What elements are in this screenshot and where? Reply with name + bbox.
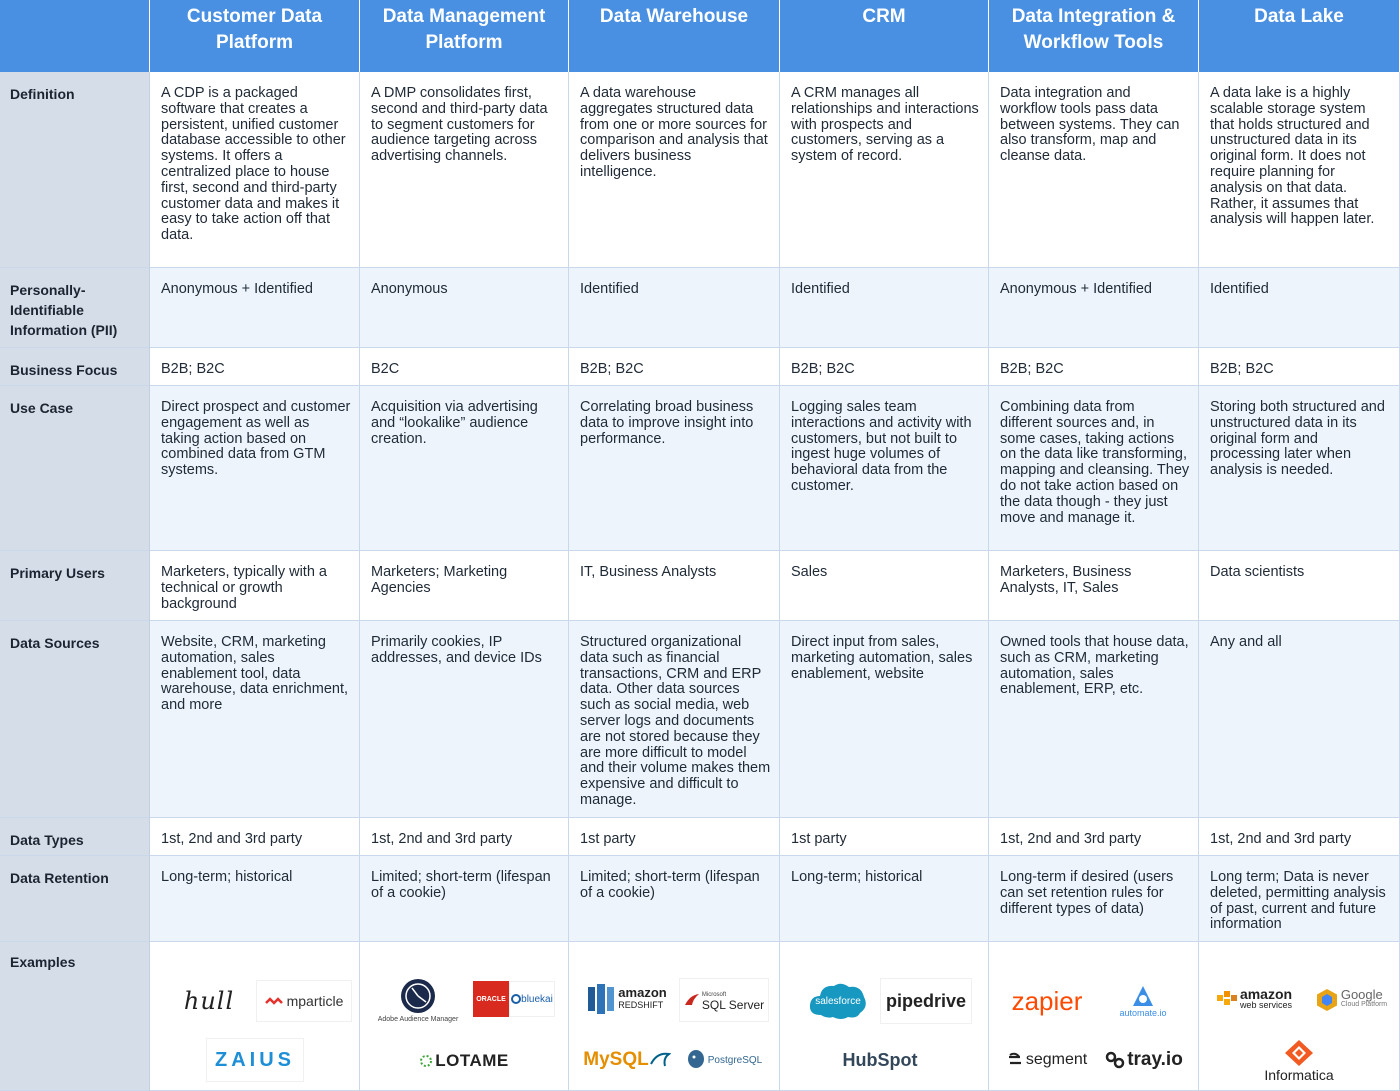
data-types-cdp: 1st, 2nd and 3rd party <box>150 818 360 856</box>
zapier-logo <box>1001 978 1093 1024</box>
data-sources-data-integration: Owned tools that house data, such as CRM, marketing automation, sales enablement, ERP, etc. <box>989 621 1199 818</box>
salesforce-logo <box>800 976 876 1026</box>
mysql-logo <box>581 1040 673 1080</box>
use-case-data-lake: Storing both structured and unstructured data in its original form and processing later when analysis is needed. <box>1199 386 1400 551</box>
zaius-logo-text: ZAIUS <box>215 1048 295 1071</box>
examples-data-lake <box>1199 942 1400 1091</box>
data-sources-dmp: Primarily cookies, IP addresses, and device IDs <box>360 621 569 818</box>
header-dmp: Data Management Platform <box>360 0 569 72</box>
examples-data-warehouse <box>569 942 780 1091</box>
google-cloud-text <box>1340 987 1388 1010</box>
examples-cdp <box>150 942 360 1091</box>
primary-users-data-lake: Data scientists <box>1199 551 1400 621</box>
amazon-redshift-logo <box>581 976 673 1022</box>
pipedrive-logo <box>880 978 972 1024</box>
oracle-logo-text: ORACLE <box>476 995 506 1003</box>
mparticle-wave-icon <box>265 996 285 1006</box>
aws-word-web-services: web services <box>1239 1000 1292 1010</box>
row-label-use-case: Use Case <box>0 386 150 551</box>
sql-server-text <box>702 990 764 1010</box>
business-focus-data-integration: B2B; B2C <box>989 348 1199 386</box>
adobe-audience-manager-text: Adobe Audience Manager <box>377 1015 459 1023</box>
mysql-logo-text: MySQL <box>583 1049 649 1070</box>
business-focus-cdp: B2B; B2C <box>150 348 360 386</box>
informatica-logo <box>1251 1036 1347 1086</box>
sql-server-logo <box>679 978 769 1022</box>
data-types-crm: 1st party <box>780 818 989 856</box>
business-focus-data-lake: B2B; B2C <box>1199 348 1400 386</box>
mparticle-logo <box>256 980 352 1022</box>
amazon-redshift-word2: REDSHIFT <box>618 1000 664 1010</box>
row-label-data-sources: Data Sources <box>0 621 150 818</box>
header-data-integration: Data Integration & Workflow Tools <box>989 0 1199 72</box>
pii-crm: Identified <box>780 268 989 348</box>
examples-crm <box>780 942 989 1091</box>
pipedrive-logo-text: pipedrive <box>885 990 967 1011</box>
primary-users-dmp: Marketers; Marketing Agencies <box>360 551 569 621</box>
pii-data-integration: Anonymous + Identified <box>989 268 1199 348</box>
tray-io-icon <box>1105 1051 1125 1069</box>
automate-io-icon <box>1129 984 1157 1008</box>
pii-data-warehouse: Identified <box>569 268 780 348</box>
use-case-data-integration: Combining data from different sources and, in some cases, taking actions on the data like transforming, mapping and cleansing. They do not take action based on the data though - they just move and manage it. <box>989 386 1199 551</box>
data-retention-dmp: Limited; short-term (lifespan of a cookie) <box>360 856 569 942</box>
amazon-redshift-text <box>618 987 666 1011</box>
hubspot-logo <box>832 1040 928 1080</box>
adobe-audience-manager-logo <box>370 972 466 1028</box>
header-cdp: Customer Data Platform <box>150 0 360 72</box>
google-cloud-logo <box>1307 978 1395 1022</box>
data-retention-cdp: Long-term; historical <box>150 856 360 942</box>
bluekai-logo-text: bluekai <box>521 993 553 1005</box>
business-focus-data-warehouse: B2B; B2C <box>569 348 780 386</box>
oracle-logo <box>473 981 509 1017</box>
header-corner <box>0 0 150 72</box>
lotame-dots-icon <box>419 1054 433 1068</box>
informatica-diamond-icon <box>1284 1039 1314 1067</box>
data-sources-data-lake: Any and all <box>1199 621 1400 818</box>
use-case-cdp: Direct prospect and customer engagement as well as taking action based on combined data from GTM systems. <box>150 386 360 551</box>
data-types-data-lake: 1st, 2nd and 3rd party <box>1199 818 1400 856</box>
row-label-primary-users: Primary Users <box>0 551 150 621</box>
data-types-dmp: 1st, 2nd and 3rd party <box>360 818 569 856</box>
zapier-logo-text: zapier <box>1011 985 1083 1016</box>
row-label-data-retention: Data Retention <box>0 856 150 942</box>
amazon-web-services-logo <box>1209 978 1299 1022</box>
amazon-redshift-word1: amazon <box>618 985 667 1000</box>
data-sources-data-warehouse: Structured organizational data such as financial transactions, CRM and ERP data. Other data sources such as social media, web server logs and documents are not stored because they are more difficult to model and their volume makes them expensive and difficult to manage. <box>569 621 780 818</box>
definition-data-integration: Data integration and workflow tools pass data between systems. They can also transform, map and cleanse data. <box>989 72 1199 268</box>
business-focus-crm: B2B; B2C <box>780 348 989 386</box>
mysql-dolphin-icon <box>649 1050 671 1070</box>
tray-io-logo-text: tray.io <box>1127 1049 1183 1070</box>
automate-io-logo <box>1101 978 1185 1024</box>
mparticle-logo-text: mparticle <box>286 993 344 1009</box>
header-data-lake: Data Lake <box>1199 0 1400 72</box>
header-crm: CRM <box>780 0 989 72</box>
business-focus-dmp: B2C <box>360 348 569 386</box>
data-sources-cdp: Website, CRM, marketing automation, sales enablement tool, data warehouse, data enrichment, and more <box>150 621 360 818</box>
definition-crm: A CRM manages all relationships and interactions with prospects and customers, serving as a system of record. <box>780 72 989 268</box>
use-case-crm: Logging sales team interactions and activity with customers, but not built to ingest huge volumes of behavioral data from the customer. <box>780 386 989 551</box>
data-retention-crm: Long-term; historical <box>780 856 989 942</box>
data-sources-crm: Direct input from sales, marketing automation, sales enablement, website <box>780 621 989 818</box>
primary-users-crm: Sales <box>780 551 989 621</box>
pii-dmp: Anonymous <box>360 268 569 348</box>
row-label-business-focus: Business Focus <box>0 348 150 386</box>
examples-dmp <box>360 942 569 1091</box>
row-label-pii: Personally-Identifiable Information (PII) <box>0 268 150 348</box>
pii-cdp: Anonymous + Identified <box>150 268 360 348</box>
use-case-data-warehouse: Correlating broad business data to improve insight into performance. <box>569 386 780 551</box>
row-label-data-types: Data Types <box>0 818 150 856</box>
segment-logo <box>1001 1042 1093 1078</box>
aws-text <box>1239 986 1293 1011</box>
hull-logo-text: hull <box>183 987 235 1015</box>
bluekai-mark-icon <box>511 993 521 1005</box>
google-cloud-word-platform: Cloud Platform <box>1340 1001 1388 1008</box>
postgresql-elephant-icon <box>686 1049 706 1071</box>
primary-users-data-warehouse: IT, Business Analysts <box>569 551 780 621</box>
hubspot-logo-text: HubSpot <box>842 1049 918 1070</box>
row-label-examples: Examples <box>0 942 150 1091</box>
tray-io-logo <box>1101 1042 1187 1078</box>
sql-server-word: SQL Server <box>701 998 765 1012</box>
row-label-definition: Definition <box>0 72 150 268</box>
sql-server-icon <box>684 993 700 1007</box>
use-case-dmp: Acquisition via advertising and “lookalike” audience creation. <box>360 386 569 551</box>
data-retention-data-warehouse: Limited; short-term (lifespan of a cookie) <box>569 856 780 942</box>
segment-logo-text: segment <box>1025 1051 1088 1068</box>
postgresql-logo <box>679 1040 769 1080</box>
lotame-logo-text: LOTAME <box>435 1051 509 1070</box>
sql-server-microsoft: Microsoft <box>701 992 727 998</box>
definition-dmp: A DMP consolidates first, second and third-party data to segment customers for audience targeting across advertising channels. <box>360 72 569 268</box>
informatica-logo-text: Informatica <box>1264 1067 1334 1083</box>
data-types-data-warehouse: 1st party <box>569 818 780 856</box>
google-cloud-hex-icon <box>1315 988 1339 1012</box>
google-cloud-word-google: Google <box>1340 987 1383 1002</box>
definition-data-warehouse: A data warehouse aggregates structured data from one or more sources for comparison and analysis that delivers business intelligence. <box>569 72 780 268</box>
zaius-logo <box>206 1038 304 1082</box>
lotame-logo <box>414 1044 514 1078</box>
data-retention-data-integration: Long-term if desired (users can set retention rules for different types of data) <box>989 856 1199 942</box>
aws-cubes-icon <box>1216 989 1238 1011</box>
primary-users-data-integration: Marketers, Business Analysts, IT, Sales <box>989 551 1199 621</box>
hull-logo <box>170 980 248 1022</box>
bluekai-logo <box>509 981 555 1017</box>
data-retention-data-lake: Long term; Data is never deleted, permitting analysis of past, current and future information <box>1199 856 1400 942</box>
adobe-audience-manager-icon <box>400 978 436 1014</box>
salesforce-logo-text: salesforce <box>815 995 861 1007</box>
definition-cdp: A CDP is a packaged software that creates a persistent, unified customer database accessible to other systems. It offers a centralized place to house first, second and third-party customer data and makes it easy to take action off that data. <box>150 72 360 268</box>
examples-data-integration <box>989 942 1199 1091</box>
pii-data-lake: Identified <box>1199 268 1400 348</box>
segment-icon <box>1007 1052 1023 1068</box>
aws-word-amazon: amazon <box>1239 986 1293 1002</box>
primary-users-cdp: Marketers, typically with a technical or growth background <box>150 551 360 621</box>
postgresql-logo-text: PostgreSQL <box>707 1054 763 1066</box>
data-types-data-integration: 1st, 2nd and 3rd party <box>989 818 1199 856</box>
automate-io-logo-text: automate.io <box>1119 1008 1167 1018</box>
amazon-redshift-icon <box>587 983 615 1015</box>
header-data-warehouse: Data Warehouse <box>569 0 780 72</box>
definition-data-lake: A data lake is a highly scalable storage system that holds structured and unstructured data in its original form. It does not require planning for analysis on that data. Rather, it assumes that analysis will happen later. <box>1199 72 1400 268</box>
